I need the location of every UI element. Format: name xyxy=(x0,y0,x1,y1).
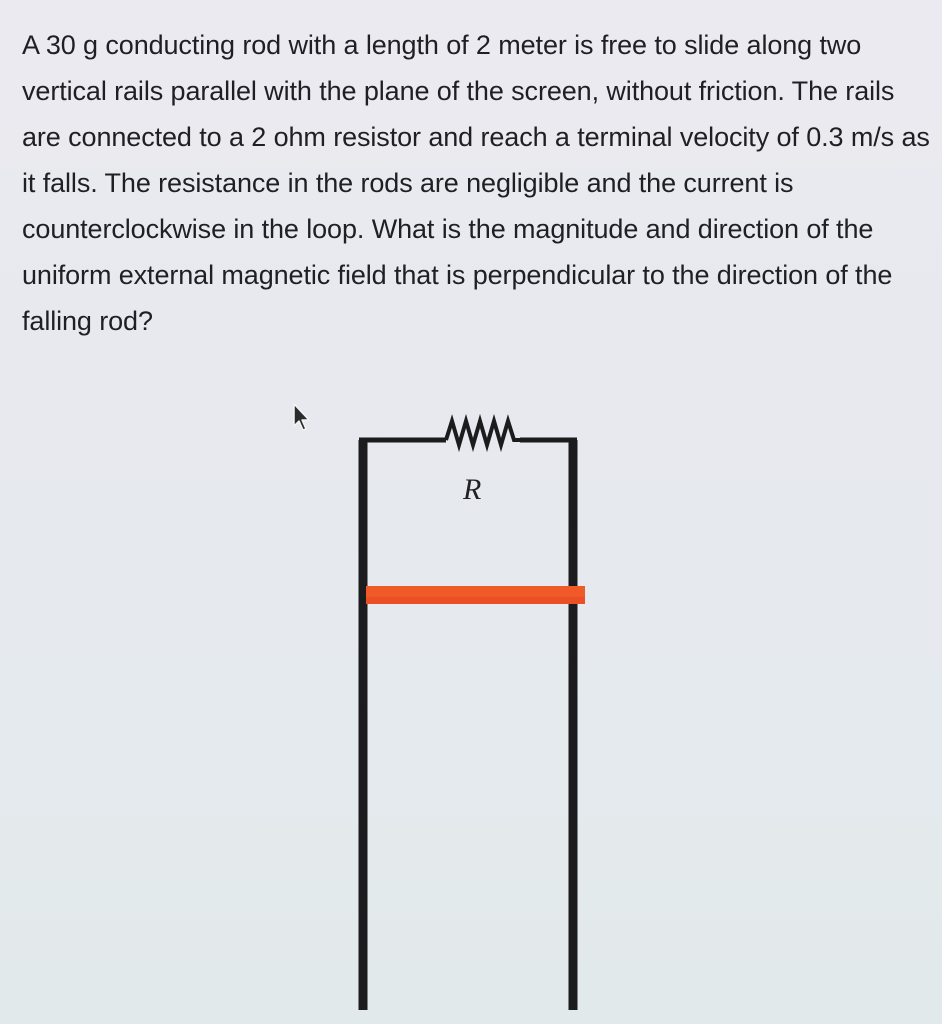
conducting-rod-shade xyxy=(366,597,585,604)
question-text: A 30 g conducting rod with a length of 2 meter is free to slide along two vertical rails parallel with the plane of the screen, without friction. The rails are connected to a 2 ohm resistor and reach a terminal velocity of 0.3 m/s as it falls. The resistance in the rods are negligible and the current is counterclockwise in the loop. What is the magnitude and direction of the uniform external magnetic field that is perpendicular to the direction of the falling rod? xyxy=(22,30,930,336)
mouse-pointer-icon xyxy=(292,402,314,432)
resistor-symbol xyxy=(446,421,520,445)
resistor-label: R xyxy=(463,473,482,506)
conducting-rod xyxy=(366,586,585,604)
